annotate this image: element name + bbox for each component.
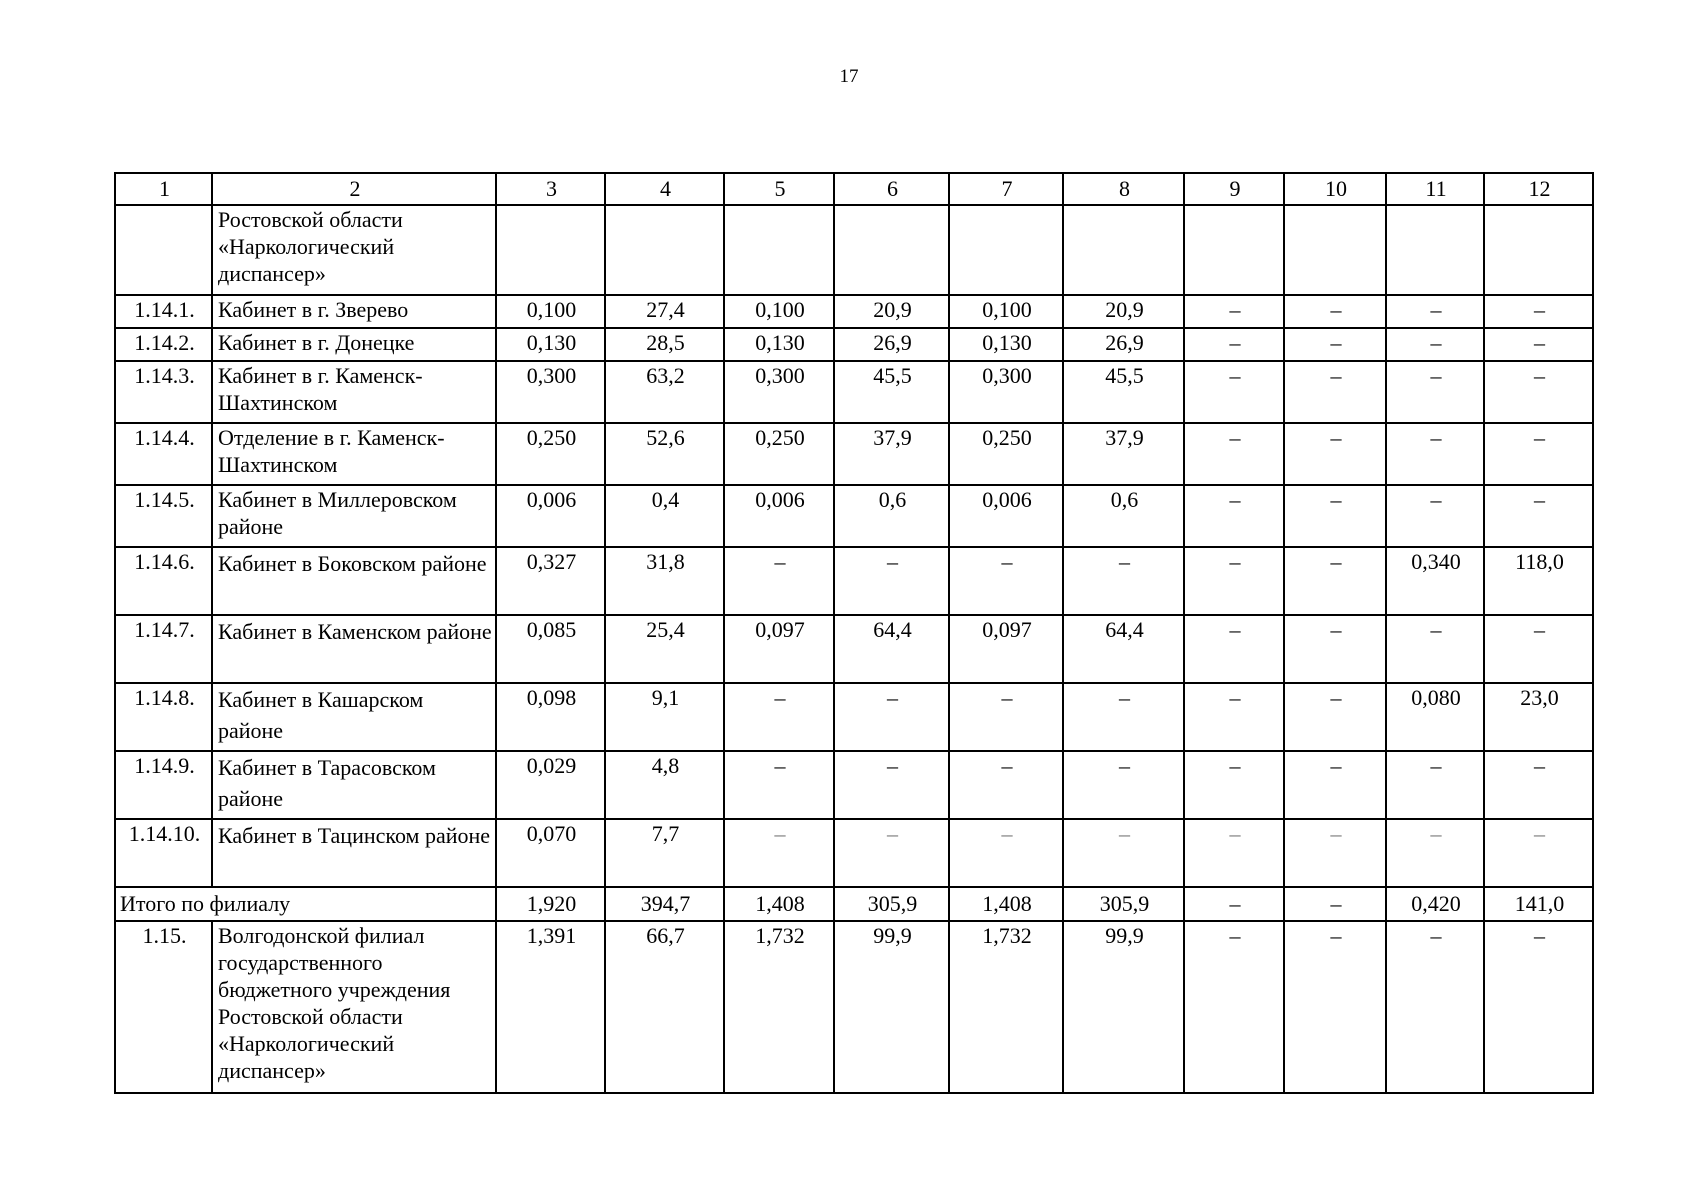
cell-value: [1284, 205, 1386, 295]
row-number: 1.14.3.: [115, 361, 212, 423]
cell-value: 31,8: [605, 547, 724, 615]
row-name: Кабинет в Тарасовском районе: [212, 751, 496, 819]
header-cell: 5: [724, 173, 834, 205]
table-row: [115, 921, 1593, 1093]
row-number: 1.14.5.: [115, 485, 212, 547]
cell-value: 37,9: [834, 423, 949, 485]
cell-value: –: [1284, 361, 1386, 423]
cell-value: [1184, 205, 1284, 295]
cell-value: –: [1184, 683, 1284, 751]
total-value: 305,9: [1063, 887, 1184, 921]
row-number: 1.14.4.: [115, 423, 212, 485]
cell-value: –: [1184, 615, 1284, 683]
cell-value: –: [1184, 328, 1284, 361]
cell-value: –: [1284, 921, 1386, 1093]
row-name: Кабинет в Кашарском районе: [212, 683, 496, 751]
cell-value: –: [1284, 751, 1386, 819]
cell-value: –: [1386, 485, 1484, 547]
cell-value: –: [1184, 361, 1284, 423]
cell-value: 0,130: [949, 328, 1063, 361]
table-row: [115, 295, 1593, 328]
cell-value: –: [1184, 819, 1284, 887]
header-cell: 11: [1386, 173, 1484, 205]
cell-value: 99,9: [834, 921, 949, 1093]
cell-value: –: [1484, 485, 1593, 547]
cell-value: –: [949, 819, 1063, 887]
cell-value: 0,097: [724, 615, 834, 683]
row-name: Кабинет в Каменском районе: [212, 615, 496, 683]
cell-value: [949, 205, 1063, 295]
header-cell: 10: [1284, 173, 1386, 205]
cell-value: 66,7: [605, 921, 724, 1093]
cell-value: 7,7: [605, 819, 724, 887]
cell-value: 20,9: [1063, 295, 1184, 328]
cell-value: 0,080: [1386, 683, 1484, 751]
cell-value: 0,250: [496, 423, 605, 485]
total-value: 1,408: [949, 887, 1063, 921]
total-value: –: [1184, 887, 1284, 921]
cell-value: –: [834, 547, 949, 615]
cell-value: 28,5: [605, 328, 724, 361]
page-number: 17: [839, 66, 859, 87]
cell-value: 37,9: [1063, 423, 1184, 485]
cell-value: 52,6: [605, 423, 724, 485]
cell-value: 0,130: [724, 328, 834, 361]
cell-value: –: [1484, 328, 1593, 361]
total-row: [115, 887, 1593, 921]
cell-value: –: [1063, 683, 1184, 751]
cell-value: –: [1484, 819, 1593, 887]
cell-value: 1,732: [949, 921, 1063, 1093]
cell-value: [496, 205, 605, 295]
cell-value: 64,4: [834, 615, 949, 683]
cell-value: –: [724, 683, 834, 751]
row-name: Кабинет в г. Зверево: [212, 295, 496, 328]
cell-value: –: [1184, 295, 1284, 328]
cell-value: –: [1063, 819, 1184, 887]
cell-value: [724, 205, 834, 295]
cell-value: 0,4: [605, 485, 724, 547]
total-value: 0,420: [1386, 887, 1484, 921]
cell-value: –: [1184, 751, 1284, 819]
row-number: 1.14.2.: [115, 328, 212, 361]
data-table: [114, 172, 1594, 1094]
cell-value: 4,8: [605, 751, 724, 819]
total-value: 1,920: [496, 887, 605, 921]
cell-value: –: [1386, 295, 1484, 328]
cell-value: –: [1284, 547, 1386, 615]
cell-value: –: [1184, 485, 1284, 547]
header-cell: 2: [212, 173, 496, 205]
cell-value: 0,250: [724, 423, 834, 485]
cell-value: –: [1284, 423, 1386, 485]
row-name: Волгодонской филиал государственного бюджетного учреждения Ростовской области «Наркологический диспансер»: [212, 921, 496, 1093]
cell-value: –: [724, 547, 834, 615]
row-number: 1.14.8.: [115, 683, 212, 751]
cell-value: 99,9: [1063, 921, 1184, 1093]
header-cell: 1: [115, 173, 212, 205]
row-number: [115, 205, 212, 295]
cell-value: 0,100: [949, 295, 1063, 328]
header-row: [115, 173, 1593, 205]
cell-value: –: [1284, 328, 1386, 361]
cell-value: –: [834, 819, 949, 887]
total-label: Итого по филиалу: [115, 887, 496, 921]
header-cell: 6: [834, 173, 949, 205]
row-name: Кабинет в г. Каменск-Шахтинском: [212, 361, 496, 423]
cell-value: 25,4: [605, 615, 724, 683]
table-row: [115, 361, 1593, 423]
cell-value: [834, 205, 949, 295]
cell-value: 1,391: [496, 921, 605, 1093]
row-number: 1.14.7.: [115, 615, 212, 683]
cell-value: 0,6: [834, 485, 949, 547]
cell-value: –: [1284, 485, 1386, 547]
cell-value: –: [1386, 423, 1484, 485]
cell-value: –: [1284, 295, 1386, 328]
cell-value: –: [1184, 423, 1284, 485]
table-row: [115, 328, 1593, 361]
cell-value: –: [1184, 921, 1284, 1093]
row-number: 1.15.: [115, 921, 212, 1093]
cell-value: 118,0: [1484, 547, 1593, 615]
table-row: [115, 751, 1593, 819]
cell-value: 1,732: [724, 921, 834, 1093]
table-row: [115, 547, 1593, 615]
cell-value: –: [949, 751, 1063, 819]
row-name: Кабинет в Миллеровском районе: [212, 485, 496, 547]
cell-value: 0,006: [949, 485, 1063, 547]
cell-value: –: [1063, 547, 1184, 615]
table-row: [115, 485, 1593, 547]
cell-value: 0,070: [496, 819, 605, 887]
cell-value: 64,4: [1063, 615, 1184, 683]
cell-value: 26,9: [834, 328, 949, 361]
row-name: Кабинет в г. Донецке: [212, 328, 496, 361]
cell-value: –: [834, 683, 949, 751]
cell-value: –: [1484, 423, 1593, 485]
cell-value: –: [1386, 328, 1484, 361]
row-name: Кабинет в Боковском районе: [212, 547, 496, 615]
cell-value: –: [1484, 751, 1593, 819]
cell-value: –: [724, 819, 834, 887]
cell-value: –: [949, 547, 1063, 615]
header-cell: 3: [496, 173, 605, 205]
cell-value: –: [1284, 683, 1386, 751]
cell-value: 0,098: [496, 683, 605, 751]
header-cell: 7: [949, 173, 1063, 205]
cell-value: [1484, 205, 1593, 295]
cell-value: –: [1484, 921, 1593, 1093]
cell-value: 0,300: [724, 361, 834, 423]
cell-value: 0,100: [496, 295, 605, 328]
total-value: 305,9: [834, 887, 949, 921]
table-row: [115, 819, 1593, 887]
total-value: 1,408: [724, 887, 834, 921]
total-value: –: [1284, 887, 1386, 921]
cell-value: –: [1386, 819, 1484, 887]
total-value: 394,7: [605, 887, 724, 921]
header-cell: 4: [605, 173, 724, 205]
cell-value: –: [1284, 615, 1386, 683]
cell-value: –: [1386, 921, 1484, 1093]
row-number: 1.14.6.: [115, 547, 212, 615]
cell-value: [1063, 205, 1184, 295]
table-row: [115, 683, 1593, 751]
cell-value: 0,250: [949, 423, 1063, 485]
cell-value: 45,5: [1063, 361, 1184, 423]
cell-value: –: [949, 683, 1063, 751]
cell-value: –: [1386, 615, 1484, 683]
cell-value: –: [1284, 819, 1386, 887]
cell-value: 26,9: [1063, 328, 1184, 361]
cell-value: –: [1484, 361, 1593, 423]
cell-value: –: [1484, 295, 1593, 328]
cell-value: 0,6: [1063, 485, 1184, 547]
cell-value: –: [1386, 361, 1484, 423]
cell-value: 0,029: [496, 751, 605, 819]
cell-value: –: [1063, 751, 1184, 819]
row-number: 1.14.9.: [115, 751, 212, 819]
row-name: Кабинет в Тацинском районе: [212, 819, 496, 887]
header-cell: 12: [1484, 173, 1593, 205]
cell-value: 0,085: [496, 615, 605, 683]
row-name: Отделение в г. Каменск-Шахтинском: [212, 423, 496, 485]
cell-value: 0,327: [496, 547, 605, 615]
header-cell: 8: [1063, 173, 1184, 205]
cell-value: 23,0: [1484, 683, 1593, 751]
row-number: 1.14.1.: [115, 295, 212, 328]
cell-value: –: [1386, 751, 1484, 819]
cell-value: 0,300: [496, 361, 605, 423]
cell-value: 0,100: [724, 295, 834, 328]
cell-value: –: [1184, 547, 1284, 615]
cell-value: 9,1: [605, 683, 724, 751]
cell-value: 27,4: [605, 295, 724, 328]
cell-value: 0,340: [1386, 547, 1484, 615]
row-number: 1.14.10.: [115, 819, 212, 887]
cell-value: 0,006: [496, 485, 605, 547]
total-value: 141,0: [1484, 887, 1593, 921]
cell-value: 0,300: [949, 361, 1063, 423]
table-row: [115, 615, 1593, 683]
header-cell: 9: [1184, 173, 1284, 205]
cell-value: 45,5: [834, 361, 949, 423]
cell-value: –: [1484, 615, 1593, 683]
cell-value: [1386, 205, 1484, 295]
cell-value: 0,097: [949, 615, 1063, 683]
table-row: [115, 423, 1593, 485]
cell-value: –: [724, 751, 834, 819]
cell-value: 20,9: [834, 295, 949, 328]
cell-value: –: [834, 751, 949, 819]
cell-value: [605, 205, 724, 295]
cell-value: 63,2: [605, 361, 724, 423]
row-name: Ростовской области «Наркологический диспансер»: [212, 205, 496, 295]
cell-value: 0,130: [496, 328, 605, 361]
cell-value: 0,006: [724, 485, 834, 547]
table-row: [115, 205, 1593, 295]
